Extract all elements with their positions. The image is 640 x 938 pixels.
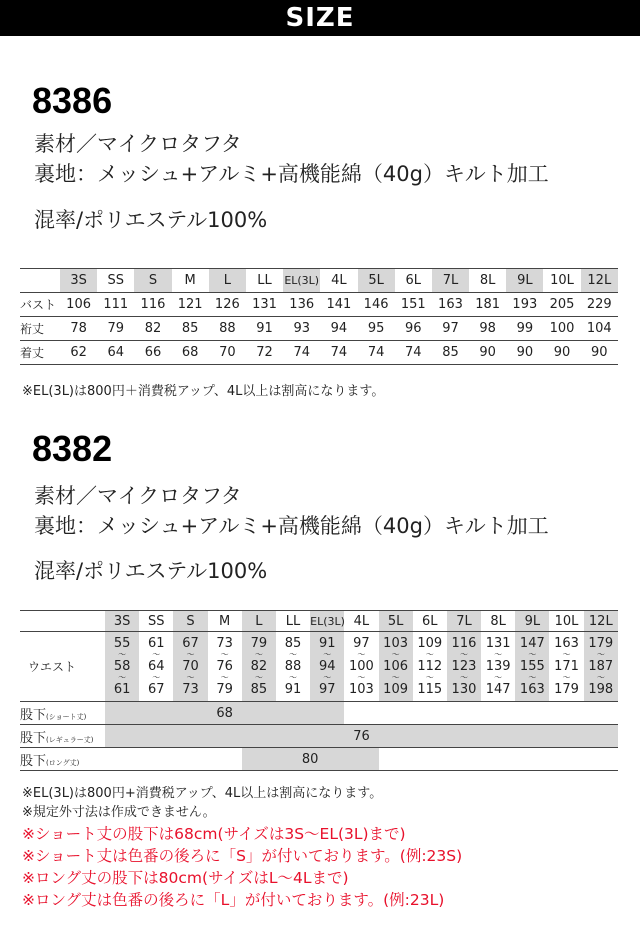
waist-range (584, 637, 618, 696)
waist-value: 97 (353, 636, 370, 651)
measure-cell: 111 (97, 293, 134, 317)
waist-value: 85 (284, 636, 302, 651)
size-header-cell: 4L (344, 611, 378, 632)
measure-cell: 104 (581, 317, 618, 341)
size-header-cell: LL (276, 611, 310, 632)
waist-value: 79 (216, 682, 233, 697)
size-header-cell: EL(3L) (310, 611, 344, 632)
waist-range (276, 637, 310, 696)
blend-text: 混率/ポリエステル100% (34, 208, 268, 232)
waist-value: 147 (485, 682, 511, 697)
waist-value: 85 (250, 682, 268, 697)
waist-value: 109 (383, 682, 408, 697)
waist-value: 179 (588, 636, 614, 651)
waist-range-cell (276, 632, 310, 702)
waist-value: 88 (284, 659, 302, 674)
waist-range-cell (584, 632, 618, 702)
measure-row (20, 341, 618, 365)
waist-row (20, 632, 618, 702)
tilde-glyph: 〜 (425, 650, 434, 659)
measure-cell: 136 (283, 293, 320, 317)
waist-value: 139 (485, 659, 511, 674)
size-header-cell: 5L (379, 611, 413, 632)
waist-range (515, 637, 549, 696)
tilde-glyph: 〜 (186, 650, 195, 659)
measure-cell: 95 (358, 317, 395, 341)
size-header-cell: 3S (105, 611, 139, 632)
price-note: ※EL(3L)は800円+消費税アップ、4L以上は割高になります。 (22, 786, 383, 801)
measure-cell: 151 (395, 293, 432, 317)
tilde-glyph: 〜 (425, 673, 434, 682)
tilde-glyph: 〜 (118, 650, 127, 659)
measure-cell: 116 (134, 293, 171, 317)
measure-cell: 74 (358, 341, 395, 365)
size-header-cell: 9L (506, 269, 543, 293)
tilde-glyph: 〜 (562, 650, 571, 659)
waist-value: 70 (182, 659, 199, 674)
tilde-glyph: 〜 (289, 673, 298, 682)
tilde-glyph: 〜 (494, 650, 503, 659)
waist-value: 109 (417, 636, 443, 651)
waist-value: 79 (250, 636, 268, 651)
waist-value: 55 (113, 636, 131, 651)
waist-value: 100 (348, 659, 374, 674)
red-note-short-code: ※ショート丈は色番の後ろに「S」が付いております。(例:23S) (22, 847, 463, 865)
size-header-cell: L (242, 611, 276, 632)
red-note-long-inseam: ※ロング丈の股下は80cm(サイズはL〜4Lまで) (22, 869, 349, 887)
size-header-cell: 8L (469, 269, 506, 293)
inseam-label-main: 股下 (20, 753, 47, 769)
inseam-label (20, 702, 105, 725)
material-text: 素材／マイクロタフタ (34, 132, 242, 156)
measure-cell: 98 (469, 317, 506, 341)
custom-size-note: ※規定外寸法は作成できません。 (22, 805, 216, 820)
waist-range-cell (515, 632, 549, 702)
measure-cell: 88 (209, 317, 246, 341)
waist-range (481, 637, 515, 696)
measure-cell: 66 (134, 341, 171, 365)
inseam-value-cell: 80 (242, 748, 379, 771)
waist-value: 131 (485, 636, 511, 651)
row-label: 裄丈 (20, 317, 60, 341)
size-header-cell: 3S (60, 269, 97, 293)
waist-value: 58 (113, 659, 131, 674)
size-header-cell: S (173, 611, 207, 632)
measure-cell: 131 (246, 293, 283, 317)
waist-value: 179 (554, 682, 579, 697)
inseam-label-sub: (ロング丈) (46, 758, 80, 767)
tilde-glyph: 〜 (528, 673, 537, 682)
tilde-glyph: 〜 (289, 650, 298, 659)
waist-value: 155 (519, 659, 545, 674)
size-header-cell: 10L (549, 611, 583, 632)
inseam-long-row (20, 748, 618, 771)
waist-value: 163 (519, 682, 545, 697)
size-header-cell: 6L (395, 269, 432, 293)
tilde-glyph: 〜 (528, 650, 537, 659)
tilde-glyph: 〜 (323, 673, 332, 682)
waist-range-cell (447, 632, 481, 702)
waist-range (549, 637, 583, 696)
tilde-glyph: 〜 (323, 650, 332, 659)
waist-range-cell (242, 632, 276, 702)
waist-value: 163 (554, 636, 579, 651)
size-header-cell: SS (97, 269, 134, 293)
measure-cell: 72 (246, 341, 283, 365)
lining-text: 裏地：メッシュ+アルミ+高機能綿（40g）キルト加工 (34, 162, 549, 186)
waist-value: 64 (148, 659, 165, 674)
tilde-glyph: 〜 (118, 673, 127, 682)
tilde-glyph: 〜 (391, 650, 400, 659)
tilde-glyph: 〜 (494, 673, 503, 682)
size-header-cell: M (208, 611, 242, 632)
row-label: バスト (20, 293, 60, 317)
inseam-short-row (20, 702, 618, 725)
measure-cell: 193 (506, 293, 543, 317)
measure-cell: 96 (395, 317, 432, 341)
measure-cell: 163 (432, 293, 469, 317)
row-label: 着丈 (20, 341, 60, 365)
empty-cell (344, 702, 618, 725)
tilde-glyph: 〜 (596, 673, 605, 682)
tilde-glyph: 〜 (220, 673, 229, 682)
waist-range-cell (379, 632, 413, 702)
inseam-label (20, 748, 105, 771)
size-header-cell: 8L (481, 611, 515, 632)
size-header-cell: 6L (413, 611, 447, 632)
waist-range-cell (105, 632, 139, 702)
measure-row (20, 293, 618, 317)
tilde-glyph: 〜 (562, 673, 571, 682)
blend-text: 混率/ポリエステル100% (34, 559, 268, 583)
tilde-glyph: 〜 (357, 673, 366, 682)
measure-cell: 91 (246, 317, 283, 341)
measure-cell: 90 (543, 341, 580, 365)
waist-range-cell (481, 632, 515, 702)
waist-value: 147 (519, 636, 545, 651)
empty-cell (105, 748, 242, 771)
size-header-cell: L (209, 269, 246, 293)
waist-value: 115 (417, 682, 443, 697)
waist-range (208, 637, 242, 696)
measure-cell: 121 (172, 293, 209, 317)
measure-cell: 62 (60, 341, 97, 365)
measure-cell: 229 (581, 293, 618, 317)
size-header-cell: SS (139, 611, 173, 632)
measure-cell: 82 (134, 317, 171, 341)
measure-cell: 97 (432, 317, 469, 341)
waist-value: 130 (451, 682, 477, 697)
inseam-label-main: 股下 (20, 730, 47, 746)
measure-cell: 79 (97, 317, 134, 341)
waist-value: 106 (383, 659, 408, 674)
waist-value: 82 (250, 659, 268, 674)
measure-cell: 146 (358, 293, 395, 317)
size-table-8386 (20, 268, 618, 365)
size-header-row (20, 611, 618, 632)
inseam-label (20, 725, 105, 748)
measure-cell: 90 (469, 341, 506, 365)
tilde-glyph: 〜 (254, 673, 263, 682)
waist-value: 103 (383, 636, 408, 651)
inseam-label-sub: (レギュラー丈) (46, 735, 94, 744)
material-text: 素材／マイクロタフタ (34, 484, 242, 508)
inseam-value-cell: 76 (105, 725, 618, 748)
size-header-cell: 12L (581, 269, 618, 293)
waist-value: 67 (148, 682, 165, 697)
waist-range (344, 637, 378, 696)
waist-range-cell (549, 632, 583, 702)
tilde-glyph: 〜 (596, 650, 605, 659)
waist-value: 61 (148, 636, 165, 651)
measure-cell: 74 (283, 341, 320, 365)
measure-cell: 68 (172, 341, 209, 365)
inseam-value-cell: 68 (105, 702, 344, 725)
size-header-cell: LL (246, 269, 283, 293)
waist-range-cell (139, 632, 173, 702)
header-corner-cell (20, 611, 105, 632)
waist-value: 116 (451, 636, 477, 651)
tilde-glyph: 〜 (391, 673, 400, 682)
waist-range (139, 637, 173, 696)
size-header-cell: 7L (447, 611, 481, 632)
measure-cell: 74 (395, 341, 432, 365)
inseam-label-sub: (ショート丈) (46, 712, 87, 721)
measure-cell: 85 (172, 317, 209, 341)
measure-cell: 90 (581, 341, 618, 365)
measure-cell: 106 (60, 293, 97, 317)
size-banner (0, 0, 640, 36)
waist-range (379, 637, 413, 696)
waist-value: 171 (554, 659, 579, 674)
size-header-cell: 12L (584, 611, 618, 632)
waist-range-cell (413, 632, 447, 702)
waist-value: 187 (588, 659, 614, 674)
waist-value: 198 (588, 682, 614, 697)
measure-cell: 74 (320, 341, 357, 365)
waist-value: 73 (182, 682, 199, 697)
size-header-cell: 9L (515, 611, 549, 632)
size-header-row (20, 269, 618, 293)
measure-cell: 64 (97, 341, 134, 365)
empty-cell (379, 748, 619, 771)
waist-value: 103 (348, 682, 374, 697)
measure-row (20, 317, 618, 341)
waist-value: 123 (451, 659, 477, 674)
inseam-regular-row (20, 725, 618, 748)
measure-cell: 78 (60, 317, 97, 341)
measure-cell: 205 (543, 293, 580, 317)
waist-range (105, 637, 139, 696)
tilde-glyph: 〜 (152, 673, 161, 682)
red-note-short-inseam: ※ショート丈の股下は68cm(サイズは3S〜EL(3L)まで) (22, 825, 406, 843)
tilde-glyph: 〜 (357, 650, 366, 659)
waist-value: 67 (182, 636, 199, 651)
waist-value: 112 (417, 659, 443, 674)
waist-value: 73 (216, 636, 233, 651)
waist-range (173, 637, 207, 696)
tilde-glyph: 〜 (220, 650, 229, 659)
price-note: ※EL(3L)は800円＋消費税アップ、4L以上は割高になります。 (22, 384, 385, 399)
waist-value: 94 (318, 659, 336, 674)
tilde-glyph: 〜 (152, 650, 161, 659)
measure-cell: 126 (209, 293, 246, 317)
size-header-cell: S (134, 269, 171, 293)
inseam-label-main: 股下 (20, 707, 47, 723)
size-header-cell: 10L (543, 269, 580, 293)
tilde-glyph: 〜 (186, 673, 195, 682)
waist-range (242, 637, 276, 696)
measure-cell: 99 (506, 317, 543, 341)
model-number-8382: 8382 (32, 428, 113, 469)
header-corner-cell (20, 269, 60, 293)
waist-value: 91 (284, 682, 302, 697)
measure-cell: 90 (506, 341, 543, 365)
waist-range-cell (310, 632, 344, 702)
size-header-cell: 4L (320, 269, 357, 293)
red-note-long-code: ※ロング丈は色番の後ろに「L」が付いております。(例:23L) (22, 891, 445, 909)
measure-cell: 94 (320, 317, 357, 341)
waist-value: 61 (113, 682, 131, 697)
size-table-8382 (20, 610, 618, 771)
waist-range-cell (173, 632, 207, 702)
size-header-cell: 5L (358, 269, 395, 293)
waist-value: 91 (318, 636, 336, 651)
size-header-cell: 7L (432, 269, 469, 293)
measure-cell: 70 (209, 341, 246, 365)
measure-cell: 85 (432, 341, 469, 365)
waist-label: ウエスト (20, 632, 105, 702)
measure-cell: 141 (320, 293, 357, 317)
waist-range (310, 637, 344, 696)
tilde-glyph: 〜 (459, 673, 468, 682)
banner-title: SIZE (285, 3, 355, 33)
tilde-glyph: 〜 (254, 650, 263, 659)
tilde-glyph: 〜 (459, 650, 468, 659)
waist-value: 97 (318, 682, 336, 697)
waist-value: 76 (216, 659, 233, 674)
waist-range (447, 637, 481, 696)
measure-cell: 100 (543, 317, 580, 341)
measure-cell: 93 (283, 317, 320, 341)
waist-range-cell (344, 632, 378, 702)
model-number-8386: 8386 (32, 80, 113, 121)
lining-text: 裏地：メッシュ+アルミ+高機能綿（40g）キルト加工 (34, 514, 549, 538)
size-header-cell: EL(3L) (283, 269, 320, 293)
size-header-cell: M (172, 269, 209, 293)
waist-range-cell (208, 632, 242, 702)
waist-range (413, 637, 447, 696)
measure-cell: 181 (469, 293, 506, 317)
